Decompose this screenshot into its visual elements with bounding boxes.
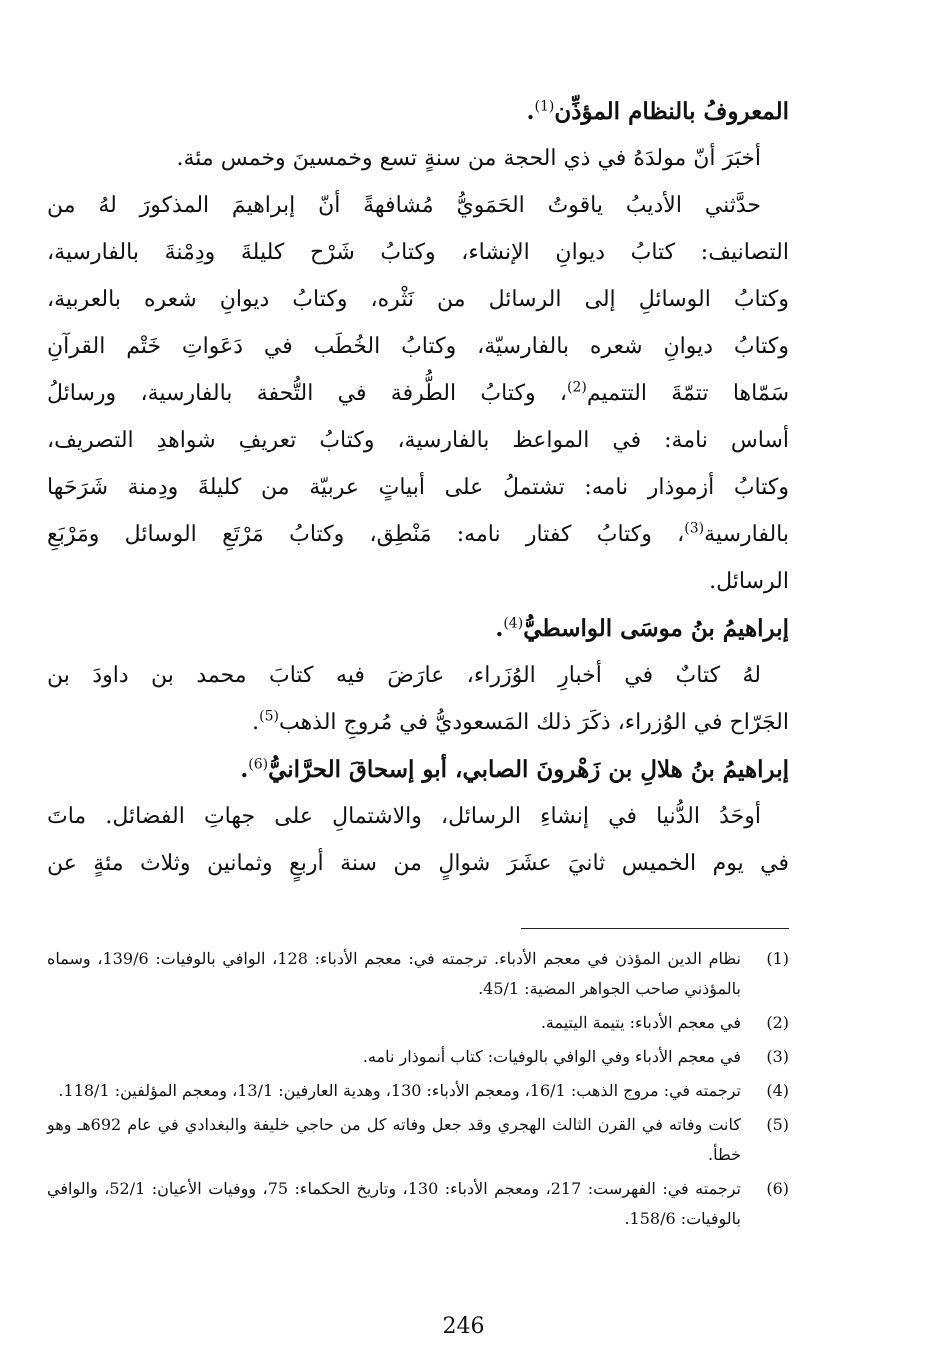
footnote-text: في معجم الأدباء وفي الوافي بالوفيات: كتاب أنموذار نامه. xyxy=(362,1047,741,1066)
footnote-separator xyxy=(521,928,789,929)
text-line xyxy=(47,276,789,323)
line-text-continued: . xyxy=(495,615,504,642)
line-text-continued: ، وكتابُ كفتار نامه: مَنْطِق، وكتابُ مَرْتَعِ الوسائل ومَرْبَعِ xyxy=(47,522,685,547)
footnotes-section xyxy=(47,944,789,1238)
footnote-text: ترجمته في: مروج الذهب: 16/1، ومعجم الأدباء: 130، وهدية العارفين: 13/1، ومعجم المؤلفين: 118/1. xyxy=(58,1081,741,1100)
footnote-item xyxy=(47,944,789,1004)
footnote-number: (4) xyxy=(766,1081,789,1100)
text-line xyxy=(47,417,789,464)
footnote-reference: (2) xyxy=(567,379,587,396)
line-text: سَمّاها تتمّةَ التتميم xyxy=(586,381,790,406)
text-line xyxy=(47,793,789,840)
line-text-continued: ، وكتابُ الطُّرفة في التُّحفة بالفارسية، ورسائلُ xyxy=(47,381,567,406)
line-text: لهُ كتابٌ في أخبارِ الوُزَراء، عارَضَ فيه كتابَ محمد بن داودَ بن xyxy=(47,663,761,688)
footnote-item xyxy=(47,1174,789,1234)
line-text: بالفارسية xyxy=(704,522,789,547)
line-text: التصانيف: كتابُ ديوانِ الإنشاء، وكتابُ شَرْح كليلةَ ودِمْنةَ بالفارسية، xyxy=(47,240,789,265)
text-line xyxy=(47,323,789,370)
line-text: وكتابُ أزموذار نامه: تشتملُ على أبياتٍ عربيّة من كليلةَ ودِمنة شَرَحَها xyxy=(47,475,789,500)
footnote-text: في معجم الأدباء: يتيمة اليتيمة. xyxy=(540,1013,741,1032)
footnote-text: نظام الدين المؤذن في معجم الأدباء. ترجمته في: معجم الأدباء: 128، الوافي بالوفيات: 139/6، وسماه بالمؤذني صاحب الجواهر المضية: 45/1. xyxy=(47,949,742,998)
text-line xyxy=(47,182,789,229)
main-text-body xyxy=(47,88,789,887)
line-text-continued: . xyxy=(240,756,249,783)
footnote-number: (3) xyxy=(766,1047,789,1066)
text-line xyxy=(47,558,789,605)
text-line xyxy=(47,370,789,417)
line-text: وكتابُ ديوانِ شعره بالفارسيّة، وكتابُ الخُطَب في دَعَواتِ خَتْم القرآنِ xyxy=(47,334,789,359)
footnote-reference: (3) xyxy=(684,520,705,537)
footnote-reference: (4) xyxy=(503,615,524,632)
line-text: إبراهيمُ بنُ هلالِ بن زَهْرونَ الصابي، أبو إسحاقَ الحرَّانيُّ xyxy=(268,756,789,783)
text-line xyxy=(47,464,789,511)
line-text-continued: . xyxy=(252,710,260,735)
footnote-number: (5) xyxy=(766,1115,789,1134)
line-text: الجَرّاح في الوُزراء، ذكَرَ ذلك المَسعوديُّ في مُروجِ الذهب xyxy=(278,710,789,735)
footnote-text: كانت وفاته في القرن الثالث الهجري وقد جعل وفاته كل من حاجي خليفة والبغدادي في عام 692هـ وهو خطأ. xyxy=(47,1115,741,1164)
line-text-continued: . xyxy=(526,98,535,125)
footnote-item xyxy=(47,1076,789,1106)
line-text: أوحَدُ الدُّنيا في إنشاءِ الرسائل، والاشتمالِ على جهاتِ الفضائل. ماتَ xyxy=(47,804,761,829)
text-line xyxy=(47,135,789,182)
text-line xyxy=(47,511,789,558)
footnote-number: (2) xyxy=(766,1013,789,1032)
page-number: 246 xyxy=(442,1314,485,1339)
line-text: الرسائل. xyxy=(709,569,789,594)
footnote-item xyxy=(47,1008,789,1038)
text-line xyxy=(47,840,789,887)
footnote-number: (1) xyxy=(766,949,789,968)
footnote-item xyxy=(47,1042,789,1072)
line-text: أخبَرَ أنّ مولدَهُ في ذي الحجة من سنةٍ تسع وخمسينَ وخمس مئة. xyxy=(176,146,761,171)
line-text: أساس نامة: في المواعظ بالفارسية، وكتابُ تعريفِ شواهدِ التصريف، xyxy=(47,428,789,453)
text-line xyxy=(47,229,789,276)
line-text: في يوم الخميس ثانيَ عشَرَ شوالٍ من سنة أربعٍ وثمانين وثلاث مئةٍ عن xyxy=(47,851,789,876)
line-text: وكتابُ الوسائلِ إلى الرسائل من نَثْره، وكتابُ ديوانِ شعره بالعربية، xyxy=(47,287,789,312)
text-line xyxy=(47,699,789,746)
line-text: المعروفُ بالنظام المؤذِّن xyxy=(554,98,789,125)
footnote-item xyxy=(47,1110,789,1170)
footnote-reference: (6) xyxy=(248,756,269,773)
footnote-reference: (1) xyxy=(534,98,555,115)
entry-heading xyxy=(47,746,789,793)
footnote-text: ترجمته في: الفهرست: 217، ومعجم الأدباء: 130، وتاريخ الحكماء: 75، ووفيات الأعيان: 52/1، والوافي بالوفيات: 158/6. xyxy=(47,1179,741,1228)
footnote-number: (6) xyxy=(766,1179,789,1198)
line-text: حدَّثني الأديبُ ياقوتُ الحَمَويُّ مُشافهةً أنّ إبراهيمَ المذكورَ لهُ من xyxy=(47,193,761,218)
line-text: إبراهيمُ بنُ موسَى الواسطيُّ xyxy=(523,615,789,642)
text-line xyxy=(47,652,789,699)
entry-heading xyxy=(47,605,789,652)
entry-heading xyxy=(47,88,789,135)
footnote-reference: (5) xyxy=(259,708,279,725)
